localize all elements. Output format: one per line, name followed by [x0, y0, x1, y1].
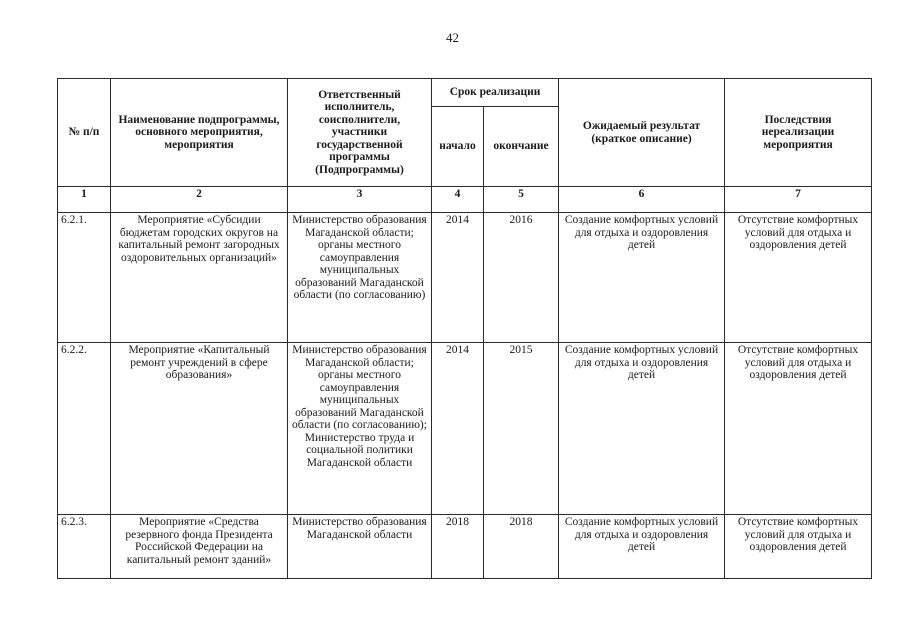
- row-start-year: 2014: [432, 213, 484, 343]
- row-number: 6.2.3.: [58, 515, 111, 579]
- column-number-row: [58, 187, 872, 213]
- row-expected: Создание комфортных условий для отдыха и оздоровления детей: [559, 343, 725, 515]
- row-end-year: 2015: [484, 343, 559, 515]
- row-start-year: 2018: [432, 515, 484, 579]
- row-expected: Создание комфортных условий для отдыха и оздоровления детей: [559, 213, 725, 343]
- row-end-year: 2018: [484, 515, 559, 579]
- header-row-top: [58, 79, 872, 107]
- header-expected: Ожидаемый результат (краткое описание): [559, 79, 725, 187]
- page-number: 42: [446, 30, 459, 45]
- row-end-year: 2016: [484, 213, 559, 343]
- column-number: 7: [725, 187, 872, 213]
- header-responsible: Ответственный исполнитель, соисполнители, участники государственной программы (Подпрограммы): [288, 79, 432, 187]
- table-row: [58, 343, 872, 515]
- row-number: 6.2.2.: [58, 343, 111, 515]
- column-number: 3: [288, 187, 432, 213]
- table-row: [58, 515, 872, 579]
- header-end: окончание: [484, 107, 559, 187]
- header-period: Срок реализации: [432, 79, 559, 107]
- row-number: 6.2.1.: [58, 213, 111, 343]
- header-num: № п/п: [58, 79, 111, 187]
- row-consequences: Отсутствие комфортных условий для отдыха и оздоровления детей: [725, 515, 872, 579]
- program-measures-table: [57, 78, 872, 579]
- row-start-year: 2014: [432, 343, 484, 515]
- row-responsible: Министерство образования Магаданской области; органы местного самоуправления муниципальных образований Магаданской области (по согласованию): [288, 213, 432, 343]
- header-start: начало: [432, 107, 484, 187]
- column-number: 4: [432, 187, 484, 213]
- header-name: Наименование подпрограммы, основного мероприятия, мероприятия: [111, 79, 288, 187]
- column-number: 5: [484, 187, 559, 213]
- column-number: 2: [111, 187, 288, 213]
- row-name: Мероприятие «Субсидии бюджетам городских округов на капитальный ремонт загородных оздоровительных организаций»: [111, 213, 288, 343]
- row-name: Мероприятие «Капитальный ремонт учреждений в сфере образования»: [111, 343, 288, 515]
- header-consequences: Последствия нереализации мероприятия: [725, 79, 872, 187]
- row-expected: Создание комфортных условий для отдыха и оздоровления детей: [559, 515, 725, 579]
- row-responsible: Министерство образования Магаданской области; органы местного самоуправления муниципальных образований Магаданской области (по согласованию); Министерство труда и социальной политики Магаданской области: [288, 343, 432, 515]
- row-name: Мероприятие «Средства резервного фонда Президента Российской Федерации на капитальный ремонт зданий»: [111, 515, 288, 579]
- row-responsible: Министерство образования Магаданской области: [288, 515, 432, 579]
- table-row: [58, 213, 872, 343]
- row-consequences: Отсутствие комфортных условий для отдыха и оздоровления детей: [725, 343, 872, 515]
- column-number: 6: [559, 187, 725, 213]
- row-consequences: Отсутствие комфортных условий для отдыха и оздоровления детей: [725, 213, 872, 343]
- column-number: 1: [58, 187, 111, 213]
